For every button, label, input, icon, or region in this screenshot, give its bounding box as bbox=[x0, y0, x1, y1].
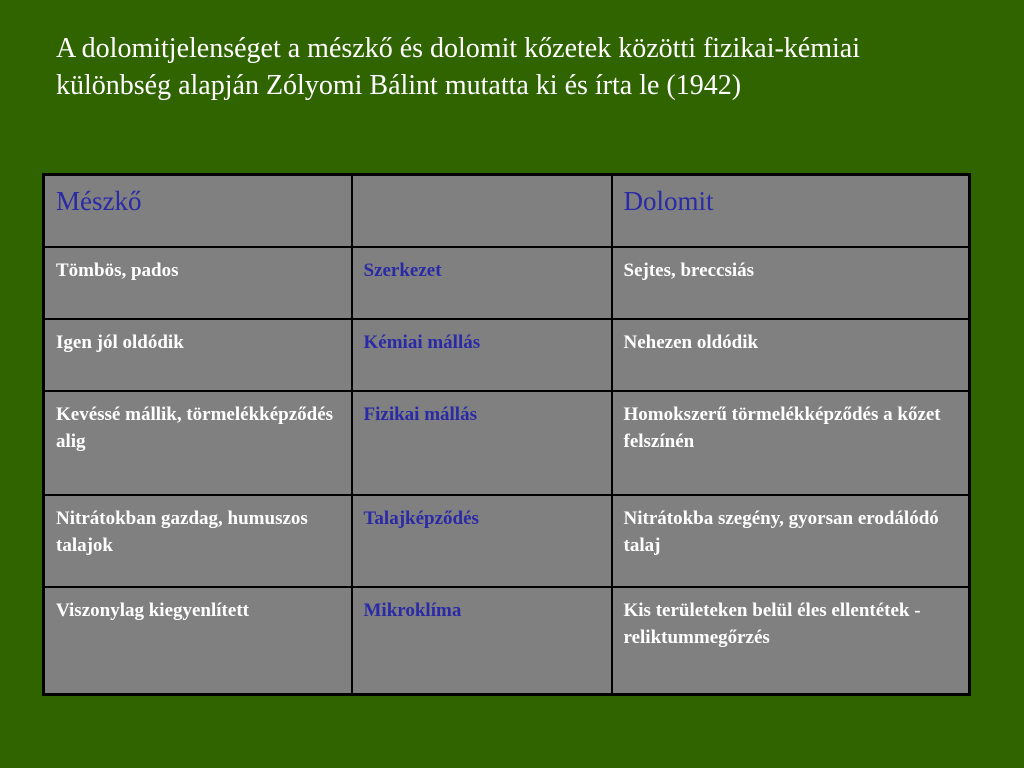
limestone-cell: Nitrátokban gazdag, humuszos talajok bbox=[44, 495, 352, 587]
header-limestone: Mészkő bbox=[44, 175, 352, 247]
table-row bbox=[44, 495, 970, 587]
table-row bbox=[44, 587, 970, 695]
table-row bbox=[44, 319, 970, 391]
header-property bbox=[352, 175, 612, 247]
dolomite-cell: Nehezen oldódik bbox=[612, 319, 970, 391]
property-cell: Kémiai mállás bbox=[352, 319, 612, 391]
comparison-table bbox=[42, 173, 971, 696]
table-header-row bbox=[44, 175, 970, 247]
dolomite-cell: Sejtes, breccsiás bbox=[612, 247, 970, 319]
dolomite-cell: Kis területeken belül éles ellentétek - reliktummegőrzés bbox=[612, 587, 970, 695]
property-cell: Mikroklíma bbox=[352, 587, 612, 695]
limestone-cell: Igen jól oldódik bbox=[44, 319, 352, 391]
limestone-cell: Viszonylag kiegyenlített bbox=[44, 587, 352, 695]
limestone-cell: Tömbös, pados bbox=[44, 247, 352, 319]
property-cell: Szerkezet bbox=[352, 247, 612, 319]
limestone-cell: Kevéssé mállik, törmelékképződés alig bbox=[44, 391, 352, 495]
dolomite-cell: Nitrátokba szegény, gyorsan erodálódó talaj bbox=[612, 495, 970, 587]
header-dolomite: Dolomit bbox=[612, 175, 970, 247]
table-row bbox=[44, 247, 970, 319]
dolomite-cell: Homokszerű törmelékképződés a kőzet felszínén bbox=[612, 391, 970, 495]
property-cell: Talajképződés bbox=[352, 495, 612, 587]
slide-title: A dolomitjelenséget a mészkő és dolomit kőzetek közötti fizikai-kémiai különbség alapján Zólyomi Bálint mutatta ki és írta le (1942) bbox=[56, 33, 861, 101]
table-row bbox=[44, 391, 970, 495]
property-cell: Fizikai mállás bbox=[352, 391, 612, 495]
